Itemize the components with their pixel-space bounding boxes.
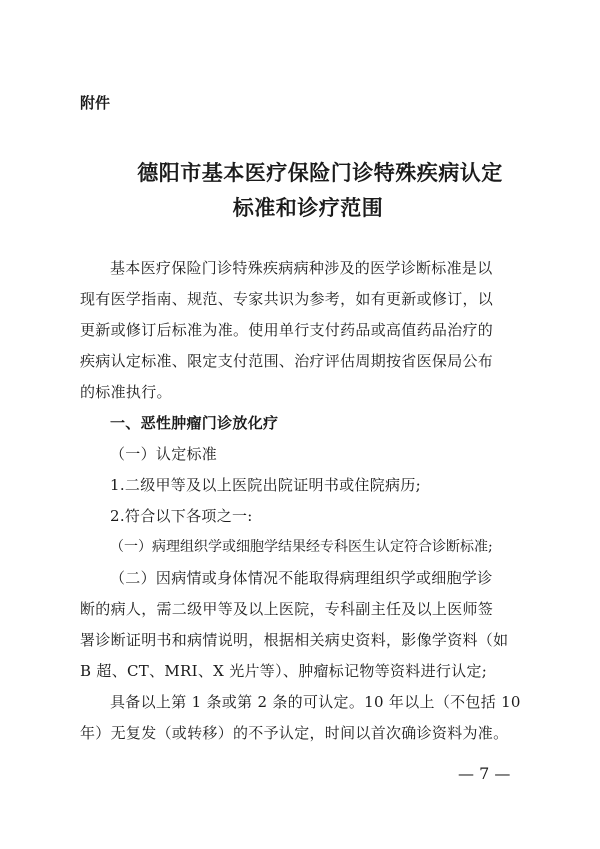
- attachment-label: 附件: [80, 94, 111, 112]
- criteria-subitem-2-line-3: 署诊断证明书和病情说明，根据相关病史资料，影像学资料（如: [80, 631, 509, 649]
- intro-line-1: 基本医疗保险门诊特殊疾病病种涉及的医学诊断标准是以: [110, 259, 493, 277]
- criteria-subitem-1: （一）病理组织学或细胞学结果经专科医生认定符合诊断标准;: [110, 539, 493, 555]
- closing-line-2: 年）无复发（或转移）的不予认定，时间以首次确诊资料为准。: [80, 724, 509, 742]
- document-title-line-1: 德阳市基本医疗保险门诊特殊疾病认定: [137, 160, 503, 185]
- intro-line-2: 现有医学指南、规范、专家共识为参考，如有更新或修订，以: [80, 290, 494, 308]
- criteria-item-2: 2.符合以下各项之一:: [110, 507, 253, 525]
- document-title-line-2: 标准和诊疗范围: [232, 195, 384, 220]
- criteria-item-1: 1.二级甲等及以上医院出院证明书或住院病历;: [110, 476, 421, 494]
- intro-line-5: 的标准执行。: [80, 383, 172, 401]
- criteria-subitem-2-line-2: 断的病人，需二级甲等及以上医院，专科副主任及以上医师签: [80, 600, 494, 618]
- intro-line-3: 更新或修订后标准为准。使用单行支付药品或高值药品治疗的: [80, 321, 494, 339]
- section-1-heading: 一、恶性肿瘤门诊放化疗: [110, 414, 279, 432]
- closing-line-1: 具备以上第 1 条或第 2 条的可认定。10 年以上（不包括 10: [110, 693, 521, 711]
- intro-line-4: 疾病认定标准、限定支付范围、治疗评估周期按省医保局公布: [80, 352, 494, 370]
- page-number: — 7 —: [458, 764, 511, 783]
- criteria-subitem-2-line-1: （二）因病情或身体情况不能取得病理组织学或细胞学诊: [110, 569, 493, 587]
- criteria-subitem-2-line-4: B 超、CT、MRI、X 光片等）、肿瘤标记物等资料进行认定;: [80, 662, 488, 680]
- subsection-1-heading: （一）认定标准: [110, 445, 218, 463]
